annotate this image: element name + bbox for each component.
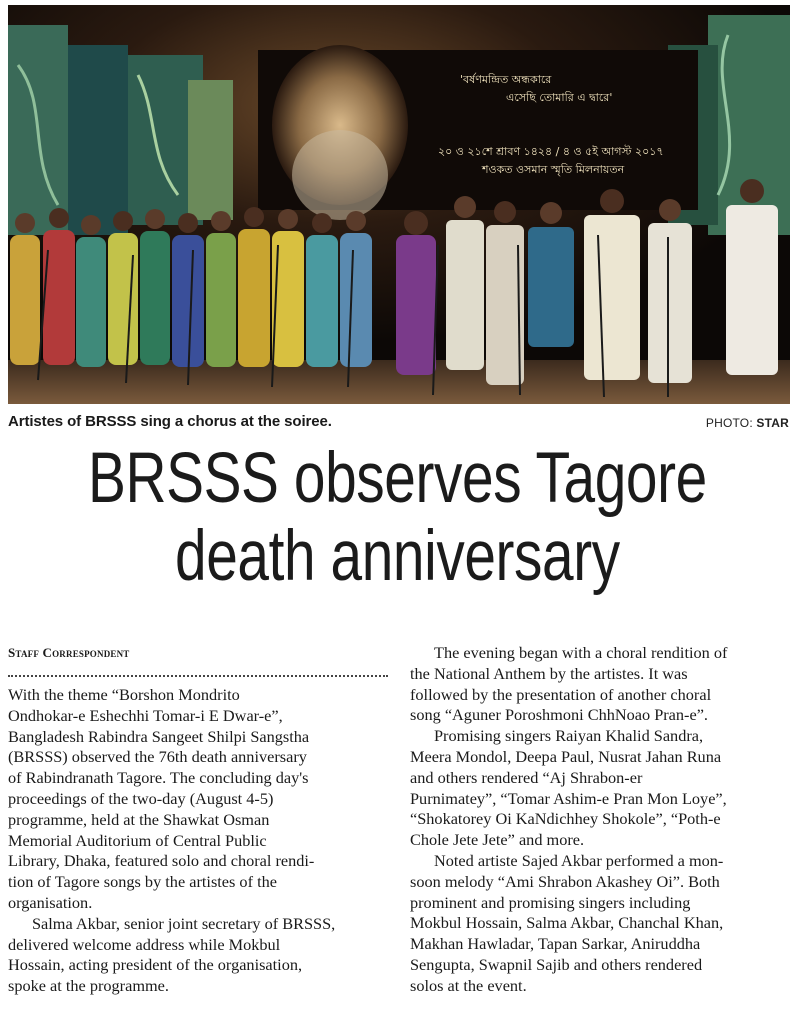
news-photo [8, 5, 790, 404]
article-line: soon melody “Ami Shrabon Akashey Oi”. Both [410, 871, 720, 891]
byline: Staff Correspondent [8, 645, 130, 660]
article-line: solos at the event. [410, 975, 527, 995]
article-line: Noted artiste Sajed Akbar performed a mon- [434, 850, 724, 870]
article-line: Chole Jete Jete” and more. [410, 830, 585, 850]
article-line: proceedings of the two-day (August 4-5) [8, 788, 274, 808]
article-line: Library, Dhaka, featured solo and choral rendi- [8, 851, 315, 871]
article-line: organisation. [8, 892, 93, 912]
article-line: Hossain, acting president of the organisation, [8, 955, 303, 975]
photo-credit-prefix: PHOTO: [705, 416, 757, 430]
byline-divider [8, 675, 388, 677]
article-line: Ondhokar-e Eshechhi Tomar-i E Dwar-e”, [8, 705, 283, 725]
chorus-photo-illustration [8, 5, 790, 404]
article-column-left [8, 685, 390, 997]
article-line: Salma Akbar, senior joint secretary of BRSSS, [32, 913, 336, 933]
article-line: programme, held at the Shawkat Osman [8, 809, 270, 829]
backdrop-line-1: 'বর্ষণমন্দ্রিত অন্ধকারে [460, 73, 552, 86]
article-line: (BRSSS) observed the 76th death anniversary [8, 747, 307, 767]
headline [79, 440, 715, 596]
backdrop-line-2: এসেছি তোমারি এ দ্বারে' [506, 91, 613, 104]
article-line: spoke at the programme. [8, 976, 169, 996]
headline-line-2: death anniversary [175, 517, 620, 596]
article-line: With the theme “Borshon Mondrito [8, 685, 240, 704]
article-line: delivered welcome address while Mokbul [8, 934, 281, 954]
article-line: Meera Mondol, Deepa Paul, Nusrat Jahan Runa [410, 746, 722, 766]
article-line: Memorial Auditorium of Central Public [8, 830, 267, 850]
photo-caption: Artistes of BRSSS sing a chorus at the soiree. [8, 413, 332, 430]
article-line: Purnimatey”, “Tomar Ashim-e Pran Mon Loye”, [410, 788, 727, 808]
article-line: Sengupta, Swapnil Sajib and others rendered [410, 954, 703, 974]
photo-credit-source: STAR [756, 416, 789, 430]
headline-line-1: BRSSS observes Tagore [87, 439, 707, 518]
backdrop-line-4: শওকত ওসমান স্মৃতি মিলনায়তন [482, 163, 625, 176]
article-line: Bangladesh Rabindra Sangeet Shilpi Sangstha [8, 726, 310, 746]
article-line: Makhan Hawladar, Tapan Sarkar, Aniruddha [410, 934, 701, 954]
article-line: Mokbul Hossain, Salma Akbar, Chanchal Khan, [410, 913, 724, 933]
article-line: song “Aguner Poroshmoni ChhNoao Pran-e”. [410, 705, 708, 725]
article-line: of Rabindranath Tagore. The concluding day's [8, 768, 309, 788]
photo-credit [706, 416, 789, 430]
article-line: tion of Tagore songs by the artistes of the [8, 872, 277, 892]
article-line: prominent and promising singers including [410, 892, 691, 912]
article-line: “Shokatorey Oi KaNdichhey Shokole”, “Poth-e [410, 809, 721, 829]
backdrop-line-3: ২০ ও ২১শে শ্রাবণ ১৪২৪ / ৪ ও ৫ই আগস্ট ২০১৭ [438, 145, 664, 158]
article-column-right [410, 643, 792, 997]
article-line: followed by the presentation of another choral [410, 684, 712, 704]
article-line: the National Anthem by the artistes. It was [410, 663, 688, 683]
article-line: Promising singers Raiyan Khalid Sandra, [434, 726, 704, 746]
article-line: and others rendered “Aj Shrabon-er [410, 767, 643, 787]
article-line: The evening began with a choral rendition of [434, 643, 728, 662]
